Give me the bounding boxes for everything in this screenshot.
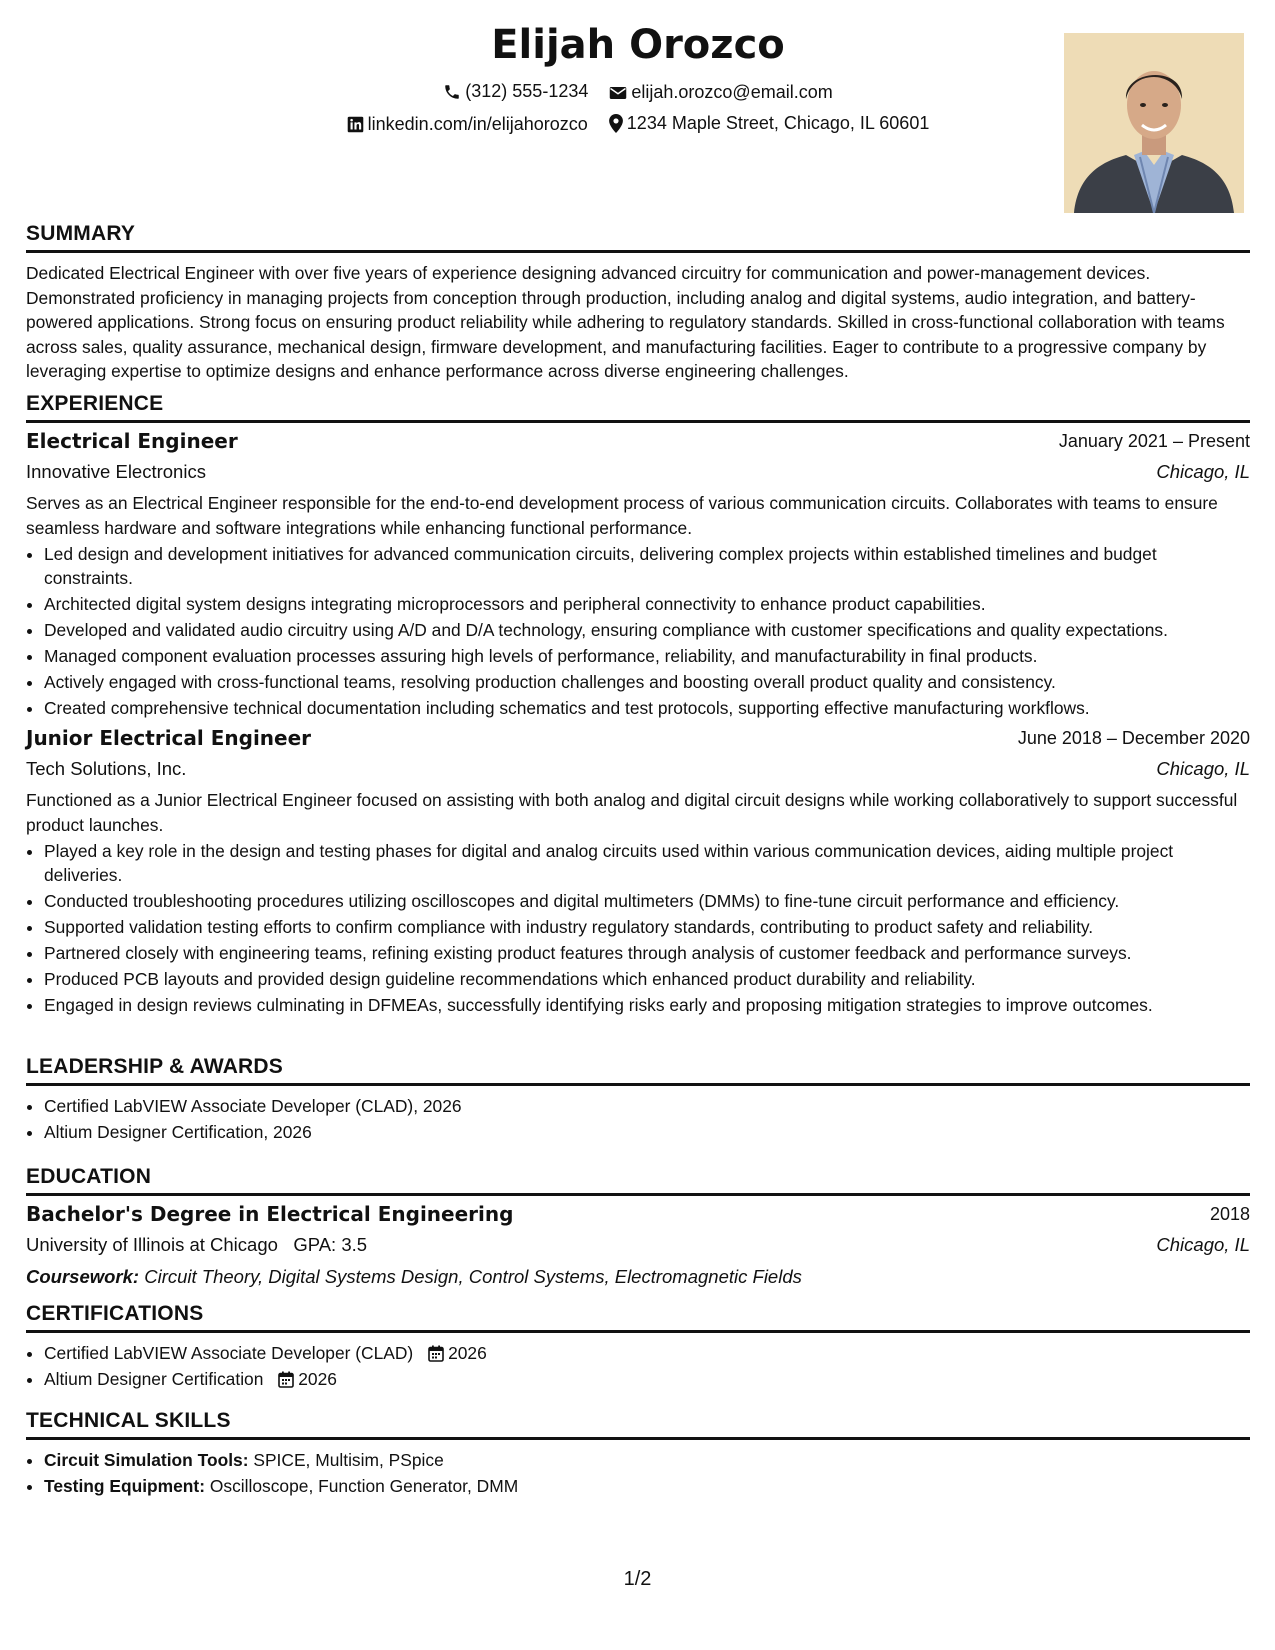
phone-contact bbox=[443, 81, 588, 102]
list-item bbox=[44, 1448, 1250, 1472]
section-divider bbox=[26, 1193, 1250, 1196]
list-item: • Altium Designer Certification, 2026 bbox=[44, 1120, 1250, 1144]
list-item: • Architected digital system designs integrating microprocessors and peripheral connectivity to enhance product capabilities. bbox=[44, 592, 1250, 616]
skill-value: SPICE, Multisim, PSpice bbox=[253, 1450, 444, 1470]
job-company: Innovative Electronics bbox=[26, 461, 206, 482]
address-contact bbox=[609, 113, 930, 134]
job-dates: June 2018 – December 2020 bbox=[1017, 728, 1250, 748]
job-dates: January 2021 – Present bbox=[1058, 431, 1250, 451]
calendar-icon bbox=[428, 1345, 444, 1362]
school-info bbox=[26, 1234, 367, 1256]
gpa: GPA: 3.5 bbox=[293, 1234, 368, 1255]
list-item: • Partnered closely with engineering teams, refining existing product features through analysis of customer feedback and performance surveys. bbox=[44, 941, 1250, 965]
email-contact[interactable] bbox=[609, 82, 832, 103]
calendar-icon bbox=[278, 1371, 294, 1388]
linkedin-icon bbox=[347, 116, 364, 133]
linkedin-contact[interactable] bbox=[347, 114, 588, 135]
certifications-list bbox=[26, 1341, 1250, 1391]
phone-number: (312) 555-1234 bbox=[465, 81, 589, 101]
section-divider bbox=[26, 420, 1250, 423]
profile-photo bbox=[1064, 33, 1244, 213]
experience-section bbox=[26, 390, 1250, 1019]
summary-text: Dedicated Electrical Engineer with over five years of experience designing advanced circuitry for communication and power-management devices. Demonstrated proficiency in managing projects from conception through production, including analog and digital systems, audio integration, and battery-powered applications. Strong focus on ensuring product reliability while adhering to regulatory standards. Skilled in cross-functional collaboration with teams across sales, quality assurance, mechanical design, firmware development, and manufacturing facilities. Eager to contribute to a progressive company by leveraging expertise to optimize designs and enhance performance across diverse engineering challenges. bbox=[26, 263, 1225, 381]
list-item: • Led design and development initiatives for advanced communication circuits, delivering complex projects within established timelines and budget constraints. bbox=[44, 542, 1250, 590]
section-divider bbox=[26, 1330, 1250, 1333]
list-item: • Developed and validated audio circuitry using A/D and D/A technology, ensuring compliance with customer specifications and quality expectations. bbox=[44, 618, 1250, 642]
coursework-list: Circuit Theory, Digital Systems Design, Control Systems, Electromagnetic Fields bbox=[144, 1266, 802, 1287]
certification-name: Altium Designer Certification bbox=[44, 1369, 264, 1389]
certification-year: 2026 bbox=[448, 1343, 487, 1363]
section-divider bbox=[26, 1437, 1250, 1440]
section-title-experience: EXPERIENCE bbox=[26, 392, 164, 415]
job-company: Tech Solutions, Inc. bbox=[26, 758, 187, 779]
skills-list bbox=[26, 1448, 1250, 1498]
list-item: • Produced PCB layouts and provided design guideline recommendations which enhanced product durability and reliability. bbox=[44, 967, 1250, 991]
skills-section bbox=[26, 1407, 1250, 1500]
skill-value: Oscilloscope, Function Generator, DMM bbox=[209, 1476, 519, 1496]
education-subheader bbox=[26, 1232, 1250, 1262]
list-item bbox=[44, 1367, 1250, 1391]
certification-name: Certified LabVIEW Associate Developer (CLAD) bbox=[44, 1343, 414, 1363]
job-header bbox=[26, 726, 1250, 756]
graduation-year: 2018 bbox=[1209, 1204, 1250, 1224]
skill-label: Testing Equipment: bbox=[44, 1476, 206, 1496]
coursework bbox=[26, 1266, 1250, 1288]
resume-header bbox=[26, 0, 1250, 220]
education-section bbox=[26, 1163, 1250, 1288]
job-bullets bbox=[26, 542, 1250, 720]
list-item: • Conducted troubleshooting procedures utilizing oscilloscopes and digital multimeters (DMMs) to fine-tune circuit performance and efficiency. bbox=[44, 889, 1250, 913]
list-item: • Certified LabVIEW Associate Developer (CLAD), 2026 bbox=[44, 1094, 1250, 1118]
job-location: Chicago, IL bbox=[1156, 461, 1250, 482]
job-entry bbox=[26, 429, 1250, 720]
list-item: • Managed component evaluation processes assuring high levels of performance, reliability, and manufacturability in final products. bbox=[44, 644, 1250, 668]
map-pin-icon bbox=[609, 114, 623, 133]
candidate-name: Elijah Orozco bbox=[491, 22, 785, 68]
section-divider bbox=[26, 250, 1250, 253]
section-title-skills: TECHNICAL SKILLS bbox=[26, 1409, 231, 1432]
section-title-education: EDUCATION bbox=[26, 1165, 152, 1188]
email-address[interactable]: elijah.orozco@email.com bbox=[631, 82, 833, 102]
list-item: • Created comprehensive technical documentation including schematics and test protocols, supporting effective manufacturing workflows. bbox=[44, 696, 1250, 720]
skill-label: Circuit Simulation Tools: bbox=[44, 1450, 249, 1470]
job-description: Functioned as a Junior Electrical Engineer focused on assisting with both analog and digital circuit designs while working collaboratively to support successful product launches. bbox=[26, 790, 1238, 835]
job-entry bbox=[26, 726, 1250, 1017]
certifications-section bbox=[26, 1300, 1250, 1393]
list-item: • Played a key role in the design and testing phases for digital and analog circuits used within various communication devices, aiding multiple project deliveries. bbox=[44, 839, 1250, 887]
section-title-summary: SUMMARY bbox=[26, 222, 136, 245]
street-address: 1234 Maple Street, Chicago, IL 60601 bbox=[626, 113, 930, 133]
list-item: • Engaged in design reviews culminating in DFMEAs, successfully identifying risks early and proposing mitigation strategies to improve outcomes. bbox=[44, 993, 1250, 1017]
job-header bbox=[26, 429, 1250, 459]
job-location: Chicago, IL bbox=[1156, 758, 1250, 779]
education-header bbox=[26, 1202, 1250, 1232]
job-subheader bbox=[26, 459, 1250, 489]
leadership-list bbox=[26, 1094, 1250, 1144]
job-bullets bbox=[26, 839, 1250, 1017]
resume-page bbox=[26, 0, 1250, 1496]
list-item: • Actively engaged with cross-functional teams, resolving production challenges and boosting overall product quality and consistency. bbox=[44, 670, 1250, 694]
section-title-leadership: LEADERSHIP & AWARDS bbox=[26, 1055, 283, 1078]
phone-icon bbox=[443, 83, 461, 101]
portrait-photo-icon bbox=[1064, 33, 1244, 213]
list-item bbox=[44, 1341, 1250, 1365]
job-title: Electrical Engineer bbox=[26, 429, 238, 453]
job-title: Junior Electrical Engineer bbox=[26, 726, 312, 750]
page-number: 1/2 bbox=[623, 1568, 652, 1590]
summary-section bbox=[26, 220, 1250, 384]
section-title-certifications: CERTIFICATIONS bbox=[26, 1302, 204, 1325]
school-location: Chicago, IL bbox=[1156, 1234, 1250, 1255]
section-divider bbox=[26, 1083, 1250, 1086]
degree-title: Bachelor's Degree in Electrical Engineering bbox=[26, 1202, 514, 1226]
envelope-icon bbox=[609, 85, 627, 101]
leadership-section bbox=[26, 1053, 1250, 1146]
school-name: University of Illinois at Chicago bbox=[26, 1234, 278, 1255]
coursework-label: Coursework: bbox=[26, 1266, 140, 1287]
job-description: Serves as an Electrical Engineer responsible for the end-to-end development process of various communication circuits. Collaborates with teams to ensure seamless hardware and software integrations while enhancing functional performance. bbox=[26, 493, 1218, 538]
job-subheader bbox=[26, 756, 1250, 786]
linkedin-url[interactable]: linkedin.com/in/elijahorozco bbox=[367, 114, 588, 134]
list-item: • Supported validation testing efforts to confirm compliance with industry regulatory standards, contributing to product safety and reliability. bbox=[44, 915, 1250, 939]
list-item bbox=[44, 1474, 1250, 1498]
certification-year: 2026 bbox=[298, 1369, 337, 1389]
